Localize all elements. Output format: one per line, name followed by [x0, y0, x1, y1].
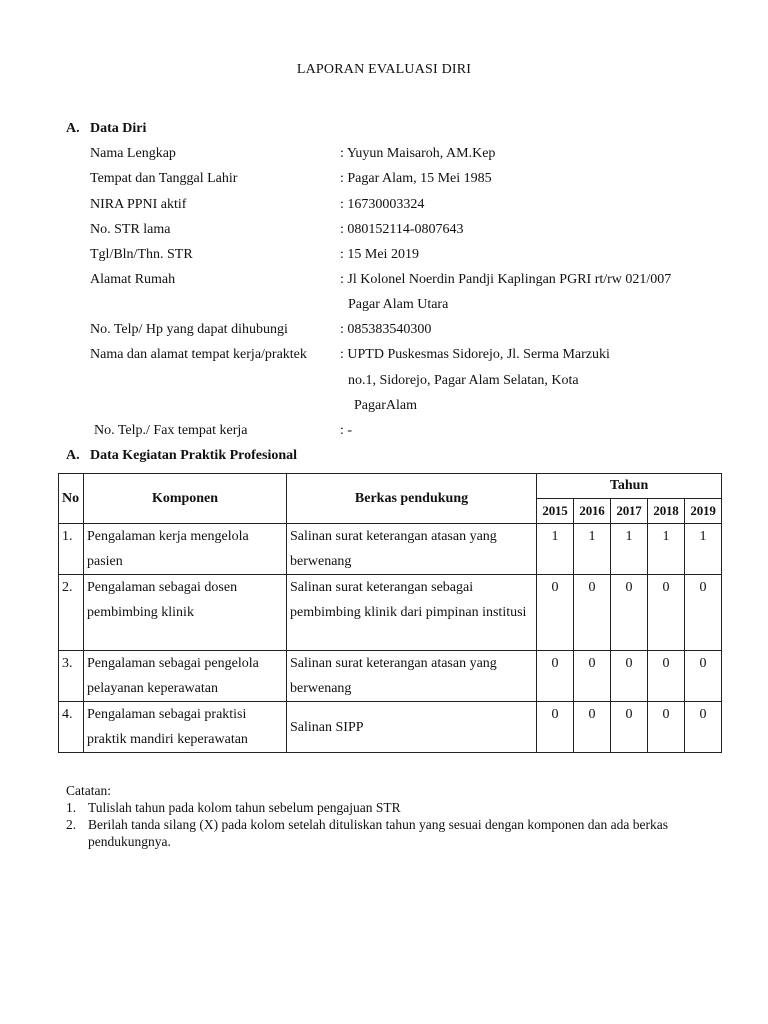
section-title: Data Kegiatan Praktik Profesional — [90, 448, 298, 463]
kegiatan-table — [58, 473, 722, 753]
table-row — [59, 651, 722, 702]
cell-berkas: Salinan surat keterangan atasan yang berwenang — [287, 524, 537, 575]
cell-value: 0 — [685, 702, 722, 753]
cell-value: 1 — [611, 524, 648, 575]
note-item — [66, 816, 726, 850]
field-row-str-lama — [90, 222, 730, 242]
field-value-continuation: Pagar Alam Utara — [348, 297, 449, 312]
cell-value: 0 — [648, 651, 685, 702]
field-label: No. STR lama — [90, 222, 171, 237]
header-year: 2016 — [574, 499, 611, 524]
cell-value: 0 — [537, 575, 574, 651]
cell-berkas: Salinan SIPP — [287, 702, 537, 753]
cell-komponen: Pengalaman sebagai pengelola pelayanan keperawatan — [84, 651, 287, 702]
note-text: Tulislah tahun pada kolom tahun sebelum pengajuan STR — [88, 800, 401, 815]
note-number: 1. — [66, 800, 77, 815]
field-row-ttl — [90, 171, 730, 191]
header-tahun: Tahun — [537, 474, 722, 499]
field-value: : Pagar Alam, 15 Mei 1985 — [340, 171, 492, 186]
cell-value: 0 — [685, 575, 722, 651]
field-label: Nama dan alamat tempat kerja/praktek — [90, 347, 307, 362]
cell-berkas: Salinan surat keterangan sebagai pembimbing klinik dari pimpinan institusi — [287, 575, 537, 651]
field-label: No. Telp./ Fax tempat kerja — [94, 423, 248, 438]
table-row — [59, 702, 722, 753]
header-no: No — [59, 474, 84, 524]
cell-value: 0 — [574, 651, 611, 702]
field-label: No. Telp/ Hp yang dapat dihubungi — [90, 322, 288, 337]
field-value: : 080152114-0807643 — [340, 222, 464, 237]
cell-komponen: Pengalaman sebagai dosen pembimbing klinik — [84, 575, 287, 651]
field-label: Nama Lengkap — [90, 146, 176, 161]
field-row-tgl-str — [90, 247, 730, 267]
field-value: : 085383540300 — [340, 322, 432, 337]
field-value: : UPTD Puskesmas Sidorejo, Jl. Serma Marzuki — [340, 347, 610, 362]
cell-value: 0 — [611, 651, 648, 702]
note-number: 2. — [66, 817, 77, 832]
table-header-row — [59, 474, 722, 499]
cell-komponen: Pengalaman kerja mengelola pasien — [84, 524, 287, 575]
header-year: 2019 — [685, 499, 722, 524]
header-year: 2015 — [537, 499, 574, 524]
field-value-continuation: no.1, Sidorejo, Pagar Alam Selatan, Kota — [348, 373, 579, 388]
cell-berkas: Salinan surat keterangan atasan yang berwenang — [287, 651, 537, 702]
field-row-fax — [94, 423, 734, 443]
cell-value: 1 — [685, 524, 722, 575]
section-title: Data Diri — [90, 121, 147, 136]
field-label: Alamat Rumah — [90, 272, 176, 287]
field-value-continuation: PagarAlam — [354, 398, 417, 413]
cell-no: 2. — [59, 575, 84, 651]
cell-value: 1 — [537, 524, 574, 575]
field-value: : 15 Mei 2019 — [340, 247, 419, 262]
field-label: Tempat dan Tanggal Lahir — [90, 171, 238, 186]
section-letter: A. — [66, 448, 80, 463]
field-value: : - — [340, 423, 353, 438]
section-kegiatan-heading — [66, 448, 297, 464]
cell-no: 4. — [59, 702, 84, 753]
cell-value: 0 — [574, 575, 611, 651]
cell-value: 0 — [611, 575, 648, 651]
cell-value: 0 — [648, 575, 685, 651]
field-value: : Jl Kolonel Noerdin Pandji Kaplingan PGRI rt/rw 021/007 — [340, 272, 672, 287]
field-row-tempat-kerja — [90, 347, 730, 367]
header-year: 2018 — [648, 499, 685, 524]
field-row-telp — [90, 322, 730, 342]
cell-no: 1. — [59, 524, 84, 575]
document-title: LAPORAN EVALUASI DIRI — [296, 62, 472, 77]
field-row-nama — [90, 146, 730, 166]
cell-value: 0 — [685, 651, 722, 702]
notes-block — [66, 782, 726, 850]
field-label: NIRA PPNI aktif — [90, 197, 187, 212]
cell-value: 0 — [537, 651, 574, 702]
section-letter: A. — [66, 121, 80, 136]
header-berkas: Berkas pendukung — [287, 474, 537, 524]
field-row-nira — [90, 197, 730, 217]
field-label: Tgl/Bln/Thn. STR — [90, 247, 193, 262]
header-komponen: Komponen — [84, 474, 287, 524]
table-row — [59, 575, 722, 651]
cell-no: 3. — [59, 651, 84, 702]
cell-value: 0 — [537, 702, 574, 753]
field-value: : Yuyun Maisaroh, AM.Kep — [340, 146, 496, 161]
cell-value: 0 — [574, 702, 611, 753]
note-item — [66, 799, 726, 816]
header-year: 2017 — [611, 499, 648, 524]
cell-komponen: Pengalaman sebagai praktisi praktik mandiri keperawatan — [84, 702, 287, 753]
field-value: : 16730003324 — [340, 197, 425, 212]
cell-value: 1 — [574, 524, 611, 575]
notes-heading: Catatan: — [66, 783, 111, 798]
section-data-diri-heading — [66, 121, 146, 137]
cell-value: 0 — [648, 702, 685, 753]
field-row-alamat — [90, 272, 730, 292]
cell-value: 0 — [611, 702, 648, 753]
note-text: Berilah tanda silang (X) pada kolom setelah dituliskan tahun yang sesuai dengan komponen dan ada berkas pendukungnya. — [88, 817, 668, 849]
table-row — [59, 524, 722, 575]
cell-value: 1 — [648, 524, 685, 575]
